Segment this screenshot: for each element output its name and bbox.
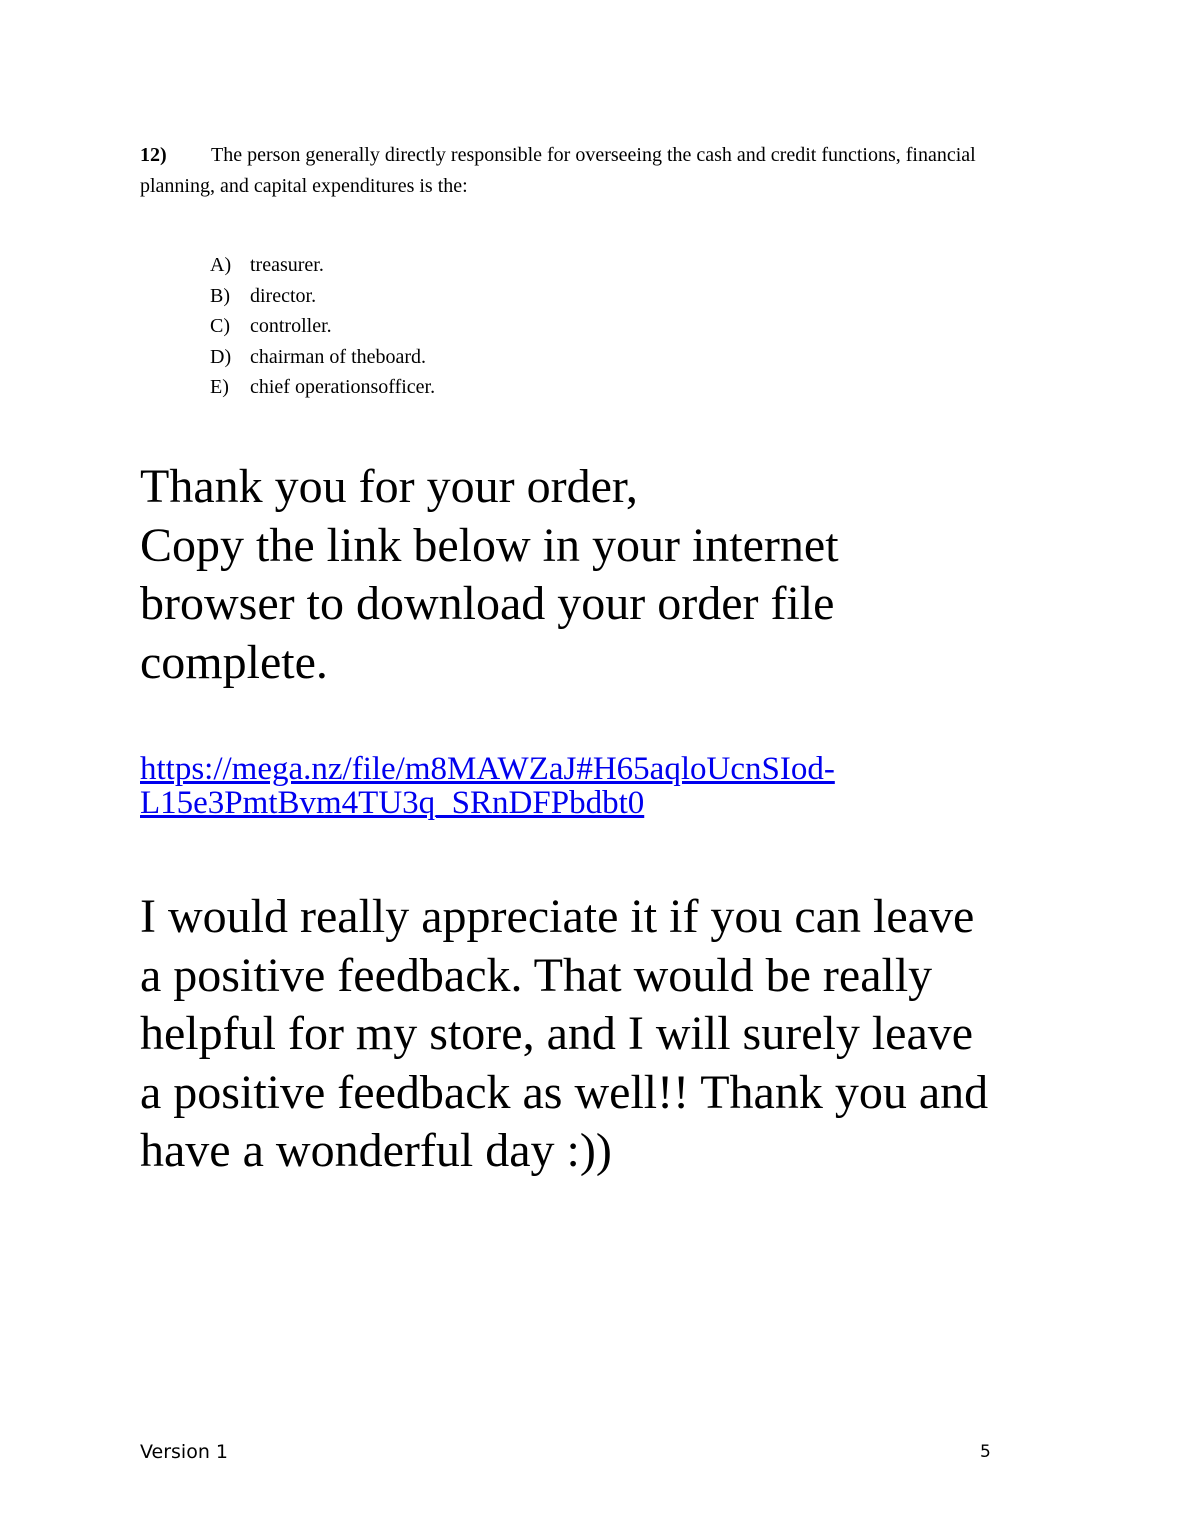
thanks-line: Thank you for your order, [140,460,638,513]
link-line: L15e3PmtBvm4TU3q_SRnDFPbdbt0 [140,785,645,821]
option-d [210,342,435,373]
thank-you-message [140,458,1040,692]
option-c [210,311,435,342]
feedback-line: a positive feedback as well!! Thank you and [140,1065,989,1119]
option-text: controller. [250,315,332,338]
question-number: 12) [140,144,167,166]
option-text: chief operationsofficer. [250,376,436,399]
option-text: chairman of theboard. [250,345,427,368]
footer-version: Version 1 [140,1441,228,1463]
feedback-request [140,888,1060,1181]
thanks-line: Copy the link below in your internet [140,518,839,572]
option-e [210,372,435,403]
option-letter: B) [210,284,230,307]
feedback-line: a positive feedback. That would be really [140,948,933,1002]
answer-options [210,250,435,403]
option-letter: A) [210,254,232,276]
feedback-line: helpful for my store, and I will surely leave [140,1007,974,1060]
option-a [210,250,435,281]
feedback-line: I would really appreciate it if you can leave [140,890,975,943]
option-text: director. [250,284,317,307]
option-letter: C) [210,315,230,338]
thanks-line: browser to download your order file [140,577,835,630]
link-line: https://mega.nz/file/m8MAWZaJ#H65aqloUcnSIod- [140,751,835,787]
option-text: treasurer. [250,254,324,276]
option-letter: E) [210,376,229,399]
question [140,140,1040,202]
feedback-line: have a wonderful day :)) [140,1124,612,1177]
download-link[interactable] [140,752,1060,820]
option-letter: D) [210,345,232,368]
thanks-line: complete. [140,635,328,689]
option-b [210,281,435,312]
page-number: 5 [980,1442,991,1462]
question-text: The person generally directly responsible for overseeing the cash and credit functions, financial planning, and capital expenditures is the: [140,144,976,197]
